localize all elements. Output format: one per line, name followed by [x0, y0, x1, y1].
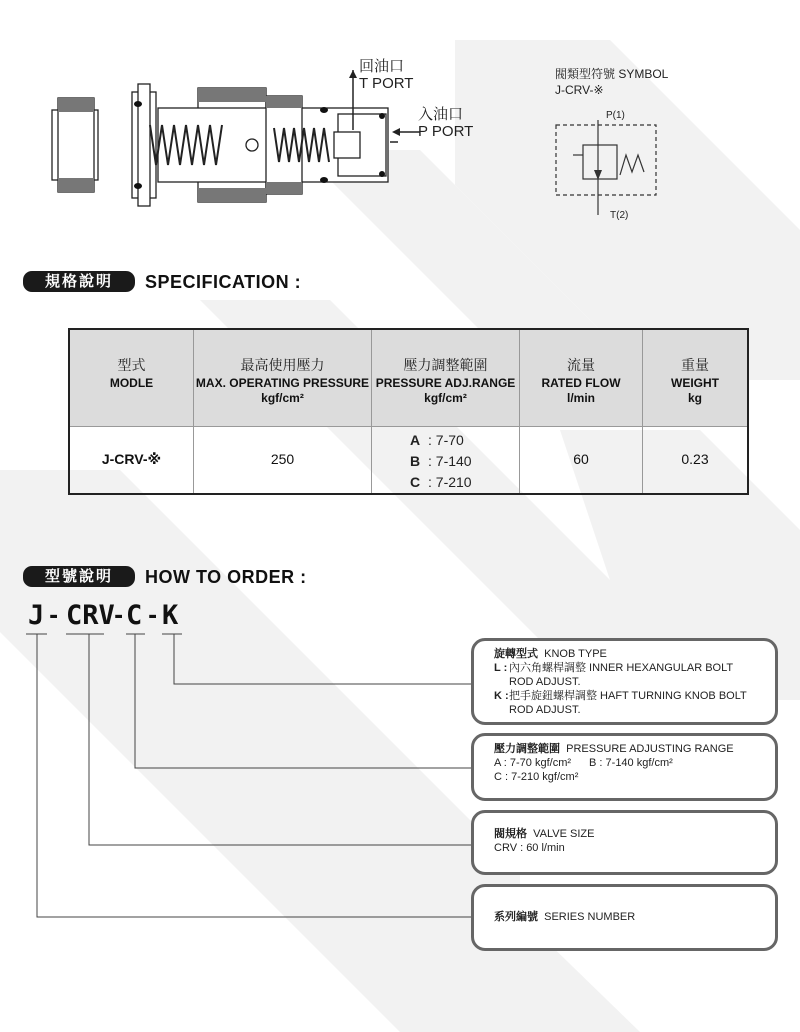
specification-title: SPECIFICATION : [145, 272, 302, 292]
cell-model: J-CRV-※ [101, 451, 162, 467]
option-text: 內六角螺桿調整 INNER HEXANGULAR BOLT ROD ADJUST. [509, 662, 733, 688]
header-en: PRESSURE ADJ.RANGE [375, 376, 516, 390]
p-port-label [418, 106, 473, 140]
box-title-en: SERIES NUMBER [544, 911, 636, 923]
t-port-label [359, 58, 413, 92]
code-dash: - [112, 604, 126, 629]
p-port-zh: 入油口 [418, 106, 464, 123]
header-zh: 流量 [567, 357, 595, 373]
header-en: RATED FLOW [541, 376, 621, 390]
range-value: : 7-140 [428, 453, 472, 469]
series-number-box [471, 884, 778, 951]
option-text: 把手旋鈕螺桿調整 HAFT TURNING KNOB BOLT ROD ADJUST. [509, 690, 747, 716]
box-title-zh: 壓力調整範圍 [494, 743, 560, 755]
code-series: J [28, 600, 45, 631]
header-zh: 壓力調整範圍 [403, 357, 488, 373]
code-knob: K [162, 600, 179, 631]
header-zh: 型式 [117, 357, 146, 373]
knob-type-box [471, 638, 778, 725]
specification-table [68, 328, 749, 495]
symbol-model: J-CRV-※ [555, 83, 604, 97]
size-option: CRV : 60 l/min [494, 842, 565, 854]
column-adj-range [372, 330, 520, 493]
header-en: WEIGHT [671, 376, 719, 390]
header-unit: kg [687, 391, 702, 405]
header-en: MODLE [109, 376, 154, 390]
range-option: C : 7-210 kgf/cm² [494, 771, 579, 783]
option-key: L : [494, 662, 508, 674]
symbol-title-text: 閥類型符號 SYMBOL [555, 67, 669, 81]
code-valve-size: CRV [66, 600, 115, 631]
header-unit: l/min [566, 391, 595, 405]
range-option: B : 7-140 kgf/cm² [589, 757, 673, 769]
code-pressure: C [126, 600, 143, 631]
box-title-zh: 系列編號 [494, 911, 538, 923]
box-title-zh: 旋轉型式 [494, 648, 538, 660]
range-b [410, 453, 472, 469]
code-dash: - [146, 604, 160, 629]
range-key: C [410, 474, 421, 490]
range-value: : 7-70 [428, 432, 464, 448]
header-unit: kgf/cm² [424, 391, 467, 405]
range-a [410, 432, 464, 448]
option-key: K : [494, 690, 509, 702]
pressure-range-box [471, 733, 778, 801]
code-dash: - [47, 604, 61, 629]
t-port-zh: 回油口 [359, 58, 405, 75]
order-title: HOW TO ORDER : [145, 567, 307, 587]
cell-flow: 60 [573, 451, 589, 467]
box-title-en: PRESSURE ADJUSTING RANGE [566, 743, 734, 755]
t-port-en: T PORT [359, 75, 414, 92]
header-en: MAX. OPERATING PRESSURE [195, 376, 370, 390]
range-c [410, 474, 472, 490]
box-title-zh: 閥規格 [494, 828, 527, 840]
p-port-en: P PORT [418, 123, 474, 140]
header-zh: 最高使用壓力 [240, 357, 325, 373]
range-key: B [410, 453, 421, 469]
cell-pressure: 250 [270, 451, 295, 467]
column-rated-flow [520, 330, 643, 493]
column-model [70, 330, 194, 493]
range-value: : 7-210 [428, 474, 472, 490]
range-key: A [410, 432, 421, 448]
symbol-title [555, 66, 668, 98]
symbol-p-label: P(1) [606, 110, 625, 121]
box-title-en: KNOB TYPE [544, 648, 607, 660]
order-pill: 型號說明 [23, 566, 135, 587]
valve-size-box [471, 810, 778, 875]
p-port-arrow-icon [392, 126, 420, 138]
column-weight [643, 330, 747, 493]
box-title-en: VALVE SIZE [533, 828, 595, 840]
range-option: A : 7-70 kgf/cm² [494, 757, 572, 769]
specification-pill: 規格說明 [23, 271, 135, 292]
symbol-t-label: T(2) [610, 210, 629, 221]
header-zh: 重量 [681, 357, 709, 373]
header-unit: kgf/cm² [261, 391, 304, 405]
cell-weight: 0.23 [681, 451, 709, 467]
column-max-pressure [194, 330, 372, 493]
